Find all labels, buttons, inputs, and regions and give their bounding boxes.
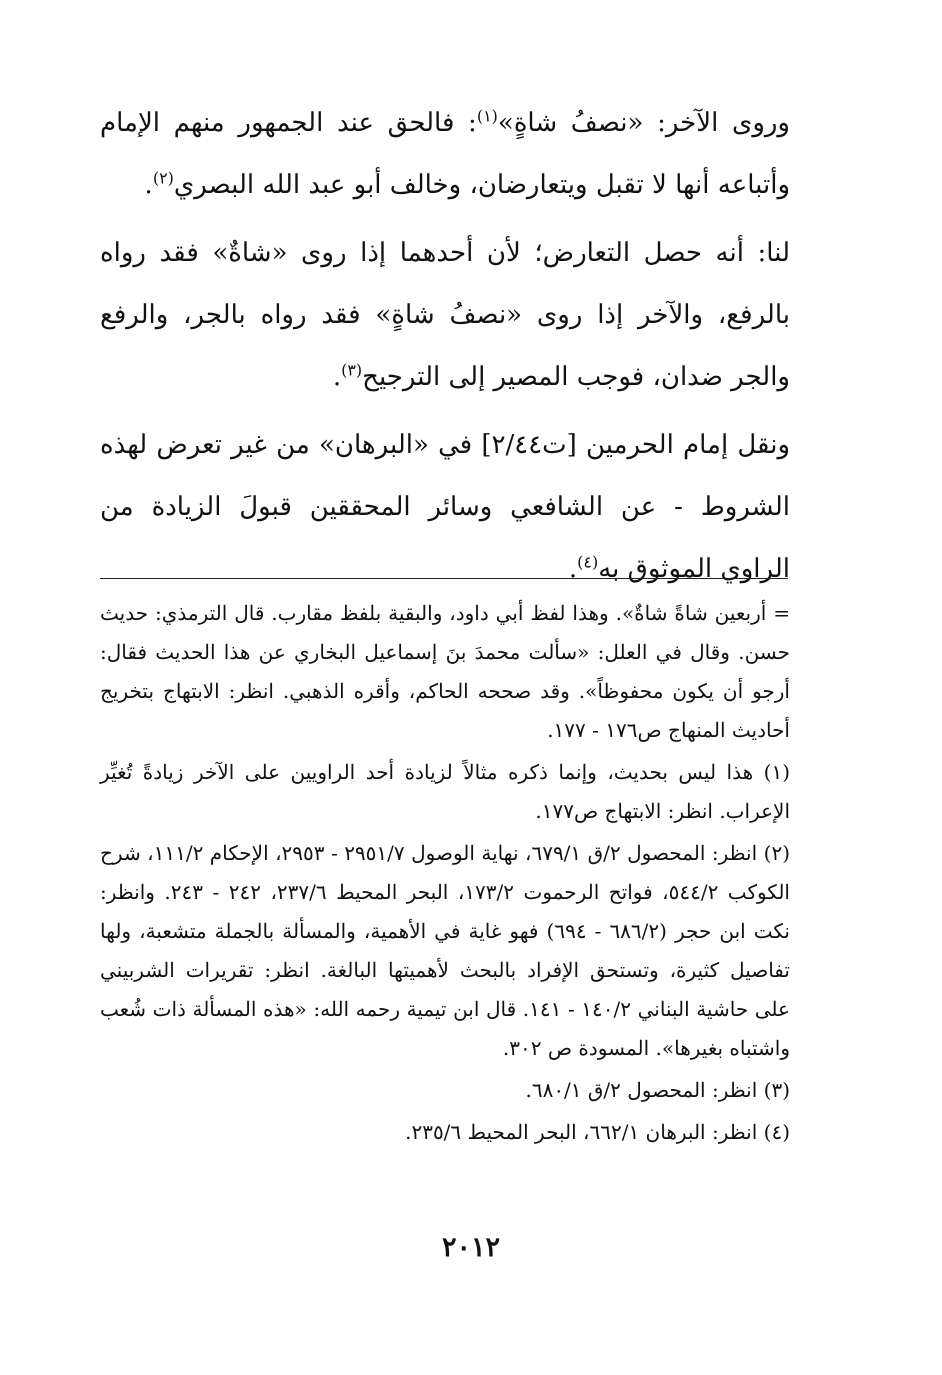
paragraph-2-end: . xyxy=(332,362,342,392)
paragraph-3-text: ونقل إمام الحرمين [ت٢/٤٤] في «البرهان» من غير تعرض لهذه الشروط - عن الشافعي وسائر المحققين قبولَ الزيادة من الراوي الموثوق به xyxy=(100,430,791,584)
footnote-ref-3: (٣) xyxy=(341,360,363,380)
footnote-1: (١) هذا ليس بحديث، وإنما ذكره مثالاً لزيادة أحد الراويين على الآخر زيادةً تُغيِّر الإعراب. انظر: الابتهاج ص١٧٧. xyxy=(100,760,790,823)
paragraph-2-text: لنا: أنه حصل التعارض؛ لأن أحدهما إذا روى «شاةٌ» فقد رواه بالرفع، والآخر إذا روى «نصفُ شاةٍ» فقد رواه بالجر، والرفع والجر ضدان، فوجب المصير إلى الترجيح xyxy=(100,238,790,392)
footnote-2: (٢) انظر: المحصول ٢/ق ٦٧٩/١، نهاية الوصول ٢٩٥١/٧ - ٢٩٥٣، الإحكام ١١١/٢، شرح الكوكب ٥٤٤/٢، فواتح الرحموت ١٧٣/٢، البحر المحيط ٢٣٧/٦، ٢٤٢ - ٢٤٣. وانظر: نكت ابن حجر (٦٨٦/٢ - ٦٩٤) فهو غاية في الأهمية، والمسألة بالجملة متشعبة، ولها تفاصيل كثيرة، وتستحق الإفراد بالبحث لأهميتها البالغة. انظر: تقريرات الشربيني على حاشية البناني ١٤٠/٢ - ١٤١. قال ابن تيمية رحمه الله: «هذه المسألة ذات شُعب واشتباه بغيرها». المسودة ص ٣٠٢. xyxy=(100,841,790,1060)
page-number: ٢٠١٢ xyxy=(441,1232,500,1263)
paragraph-1-text-2: : فالحق عند الجمهور منهم الإمام وأتباعه أنها لا تقبل ويتعارضان، وخالف أبو عبد الله البصري xyxy=(100,108,790,200)
footnote-divider xyxy=(100,578,788,579)
paragraph-3 xyxy=(100,414,790,600)
footnote-3: (٣) انظر: المحصول ٢/ق ٦٨٠/١. xyxy=(525,1078,790,1102)
footnotes xyxy=(100,594,790,1155)
paragraph-2 xyxy=(100,222,790,408)
main-text xyxy=(100,92,790,606)
paragraph-3-end: . xyxy=(568,554,578,584)
footnote-ref-4: (٤) xyxy=(577,552,599,572)
footnote-ref-2: (٢) xyxy=(152,168,174,188)
paragraph-1 xyxy=(100,92,790,216)
footnote-4: (٤) انظر: البرهان ٦٦٢/١، البحر المحيط ٢٣٥/٦. xyxy=(405,1120,790,1144)
paragraph-1-text: وروى الآخر: «نصفُ شاةٍ» xyxy=(497,108,790,138)
footnote-ref-1: (١) xyxy=(476,106,498,126)
paragraph-1-end: . xyxy=(144,170,153,200)
footnote-continuation: = أربعين شاةً شاةٌ». وهذا لفظ أبي داود، والبقية بلفظ مقارب. قال الترمذي: حديث حسن. وقال في العلل: «سألت محمدَ بنَ إسماعيل البخاري عن هذا الحديث فقال: أرجو أن يكون محفوظاً». وقد صححه الحاكم، وأقره الذهبي. انظر: الابتهاج بتخريج أحاديث المنهاج ص١٧٦ - ١٧٧. xyxy=(100,601,790,742)
